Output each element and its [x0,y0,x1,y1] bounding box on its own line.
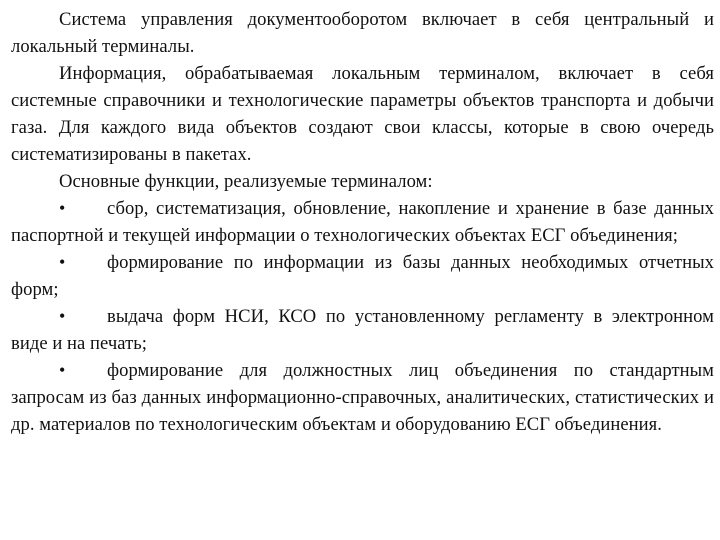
list-item [11,249,714,303]
list-item [11,303,714,357]
list-item-text: выдача форм НСИ, КСО по установленному регламенту в электронном виде и на печать; [11,306,714,354]
list-item-text: сбор, систематизация, обновление, накопление и хранение в базе данных паспортной и текущей информации о технологических объектах ЕСГ объединения; [11,198,714,246]
paragraph-functions-heading: Основные функции, реализуемые терминалом: [59,171,433,192]
bullet-icon: • [59,306,66,326]
bullet-icon: • [59,252,66,272]
list-item [11,357,714,438]
list-item [11,195,714,249]
bullet-icon: • [59,198,66,218]
bullet-icon: • [59,360,66,380]
paragraph-intro: Система управления документооборотом включает в себя центральный и локальный терминалы. [11,9,714,57]
list-item-text: формирование для должностных лиц объединения по стандартным запросам из баз данных информационно-справочных, аналитических, статистических и др. материалов по технологическим объектам и оборудованию ЕСГ объединения. [11,360,714,435]
list-item-text: формирование по информации из базы данных необходимых отчетных форм; [11,252,714,300]
paragraph-local-terminal-info: Информация, обрабатываемая локальным терминалом, включает в себя системные справочники и технологические параметры объектов транспорта и добычи газа. Для каждого вида объектов создают свои классы, которые в свою очередь систематизированы в пакетах. [11,63,714,165]
